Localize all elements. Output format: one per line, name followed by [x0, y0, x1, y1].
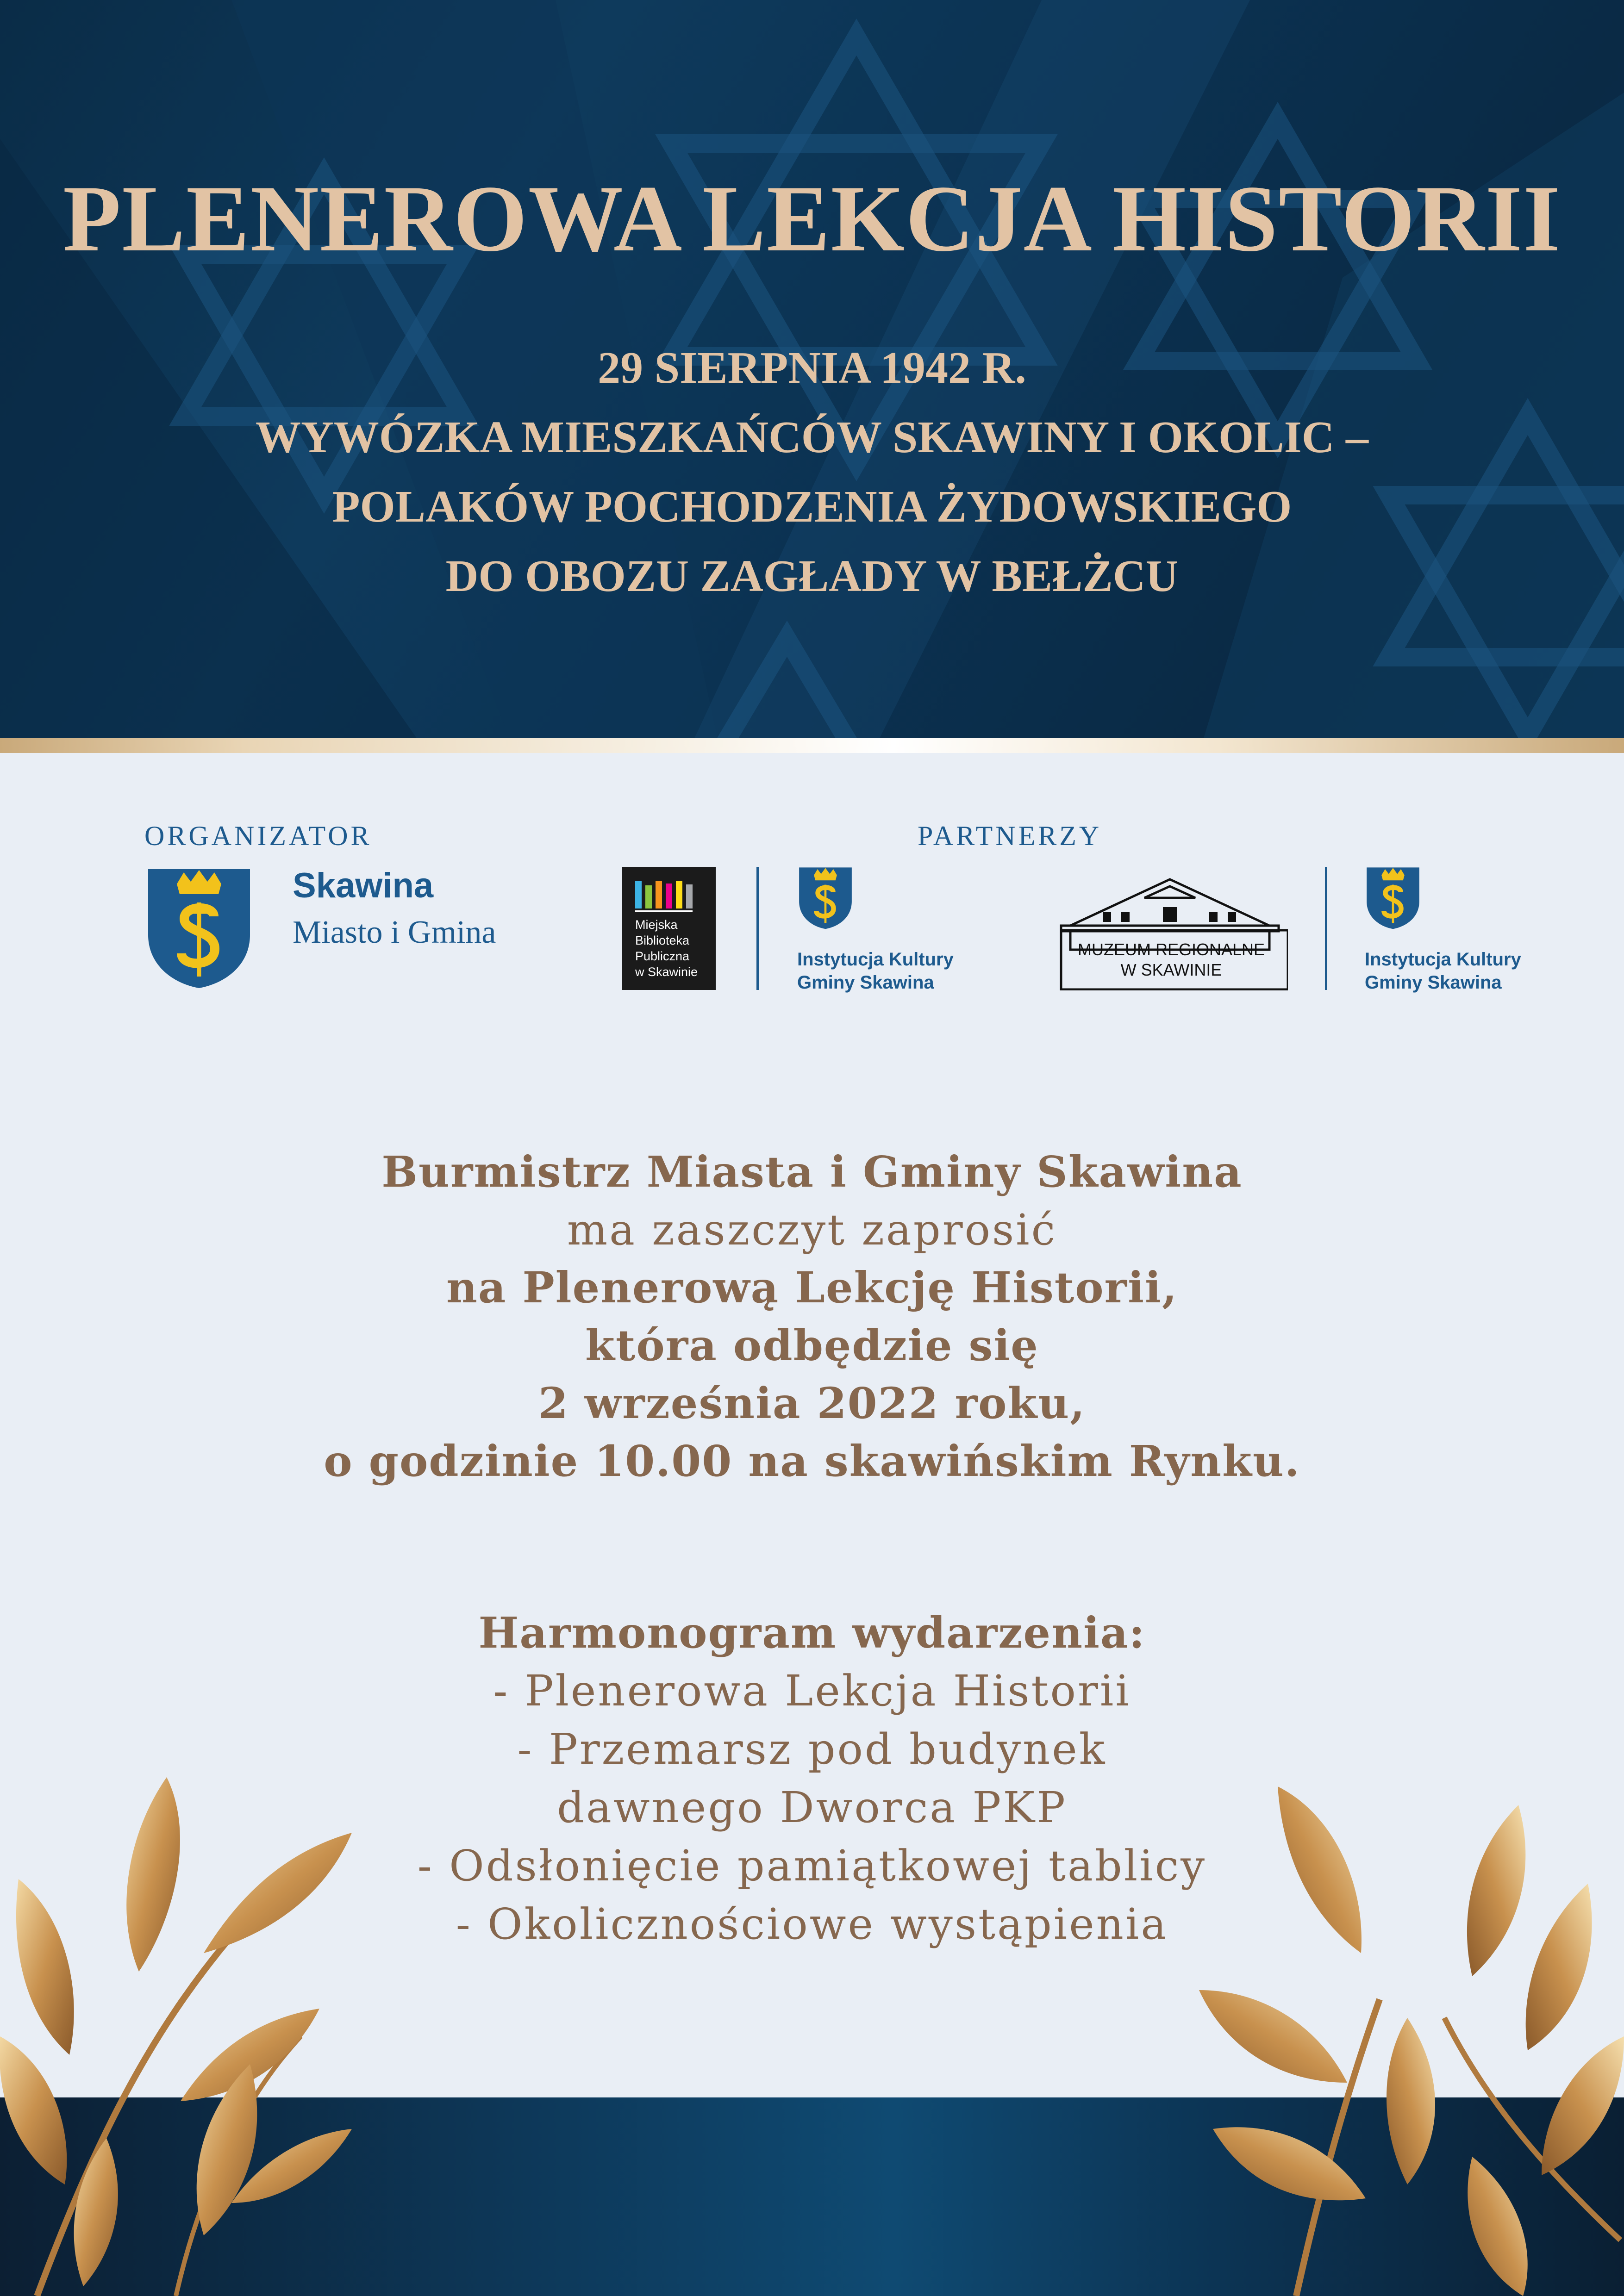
divider-line [1325, 867, 1327, 990]
header-banner [0, 0, 1624, 738]
laurel-branch-left-icon [0, 1777, 370, 2296]
invitation-line: która odbędzie się [585, 1320, 1039, 1370]
invitation-line: 2 września 2022 roku, [538, 1378, 1086, 1428]
subtitle-line: 29 SIERPNIA 1942 R. [598, 343, 1026, 393]
subtitle-block [0, 333, 1624, 611]
library-logo [622, 867, 716, 990]
invitation-text [0, 1143, 1624, 1490]
subtitle-line: POLAKÓW POCHODZENIA ŻYDOWSKIEGO [332, 482, 1292, 532]
agenda-item: - Przemarsz pod budynek [517, 1724, 1107, 1774]
skawina-coat-of-arms-icon [1365, 865, 1421, 930]
agenda-item: - Plenerowa Lekcja Historii [493, 1666, 1131, 1716]
page-title: PLENEROWA LEKCJA HISTORII [62, 166, 1561, 271]
organizer-label: ORGANIZATOR [144, 821, 372, 851]
agenda-heading: Harmonogram wydarzenia: [478, 1608, 1146, 1658]
skawina-coat-of-arms-icon [797, 865, 854, 930]
subtitle-line: DO OBOZU ZAGŁADY W BEŁŻCU [445, 551, 1179, 601]
invitation-line: o godzinie 10.00 na skawińskim Rynku. [324, 1436, 1300, 1486]
skawina-subtitle: Miasto i Gmina [293, 915, 496, 950]
partners-label: PARTNERZY [918, 821, 1102, 851]
agenda-item: - Okolicznościowe wystąpienia [456, 1899, 1168, 1949]
skawina-coat-of-arms-icon [144, 865, 254, 990]
agenda-item: - Odsłonięcie pamiątkowej tablicy [417, 1841, 1207, 1891]
invitation-line: na Plenerową Lekcję Historii, [446, 1263, 1178, 1313]
skawina-name: Skawina [293, 866, 434, 905]
library-books-icon [635, 881, 705, 913]
culture-institution-label: Instytucja Kultury Gminy Skawina [797, 949, 954, 993]
laurel-branch-right-icon [1185, 1777, 1624, 2296]
invitation-line: ma zaszczyt zaprosić [567, 1205, 1057, 1255]
subtitle-line: WYWÓZKA MIESZKAŃCÓW SKAWINY I OKOLIC – [255, 412, 1369, 462]
agenda-item: dawnego Dworca PKP [557, 1783, 1067, 1832]
museum-name: MUZEUM REGIONALNE W SKAWINIE [1077, 940, 1265, 979]
library-name: Miejska Biblioteka Publiczna w Skawinie [635, 918, 698, 979]
divider-line [756, 867, 759, 990]
invitation-line: Burmistrz Miasta i Gminy Skawina [381, 1147, 1243, 1197]
culture-institution-label: Instytucja Kultury Gminy Skawina [1365, 949, 1521, 993]
gold-divider [0, 738, 1624, 753]
